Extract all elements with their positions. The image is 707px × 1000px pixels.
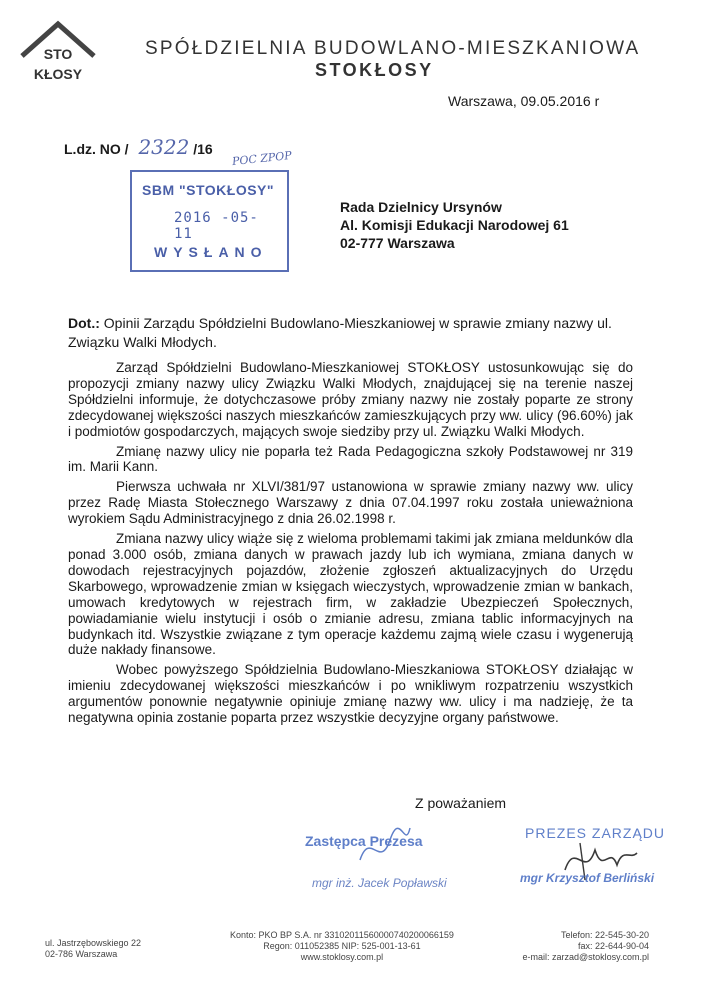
subject-label: Dot.: (68, 315, 100, 331)
paragraph: Zmiana nazwy ulicy wiąże się z wieloma problemami takimi jak zmiana meldunków dla ponad 3.000 osób, zmiana danych w prawach jazdy lub ich wymiana, zmiana danych w dowodach rejestracyjnych pojazdów, złożenie zgłoszeń aktualizacyjnych do Urzędu Skarbowego, wprowadzenie zmian w księgach wieczystych, wprowadzenie zmian w bankach, umowach kredytowych w rejestrach firm, w zakładzie Ubezpieczeń Społecznych, powiadamianie wielu instytucji i osób o zmianie adresu, zmiana tablic informacyjnych na budynkach itd. Wszystkie związane z tym operacje każdemu zajmą wiele czasu i wygenerują duże nakłady finansowe. (68, 531, 633, 658)
signature-right-name: mgr Krzysztof Berliński (520, 871, 655, 885)
footer-website: www.stoklosy.com.pl (300, 952, 384, 962)
logo (18, 18, 98, 88)
footer-account: Konto: PKO BP S.A. nr 33102011560000740200066159 (230, 930, 454, 940)
recipient-line2: Al. Komisji Edukacji Narodowej 61 (340, 217, 569, 233)
stamp-org: SBM "STOKŁOSY" (142, 182, 275, 198)
footer-bank (230, 930, 454, 963)
handwritten-signature-left (355, 820, 415, 875)
subject-line (68, 314, 633, 352)
handwritten-note: POC ZPOP (231, 148, 293, 169)
paragraph: Zarząd Spółdzielni Budowlano-Mieszkaniowej STOKŁOSY ustosunkowując się do propozycji zmiany nazwy ulicy Związku Walki Młodych, znajdującej się na terenie naszej Spółdzielni informuje, że dotychczasowe próby zmiany nazwy nie zostały poparte ze strony zdecydowanej większości naszych mieszkańców zamieszkujących przy ww. ulicy (96.60%) jak i podmiotów gospodarczych, mających swoje siedziby przy ul. Związku Walki Młodych. (68, 360, 633, 439)
org-name-line1: SPÓŁDZIELNIA BUDOWLANO-MIESZKANIOWA (145, 38, 641, 59)
footer-city: 02-786 Warszawa (45, 949, 118, 959)
org-name-line2: STOKŁOSY (315, 60, 434, 80)
footer-fax: fax: 22-644-90-04 (577, 941, 649, 951)
recipient-line1: Rada Dzielnicy Ursynów (340, 199, 502, 215)
closing: Z poważaniem (415, 795, 507, 811)
logo-line2: KŁOSY (33, 66, 83, 82)
footer-regon: Regon: 011052385 NIP: 525-001-13-61 (263, 941, 421, 951)
footer-email: e-mail: zarzad@stoklosy.com.pl (522, 952, 649, 962)
paragraph: Wobec powyższego Spółdzielnia Budowlano-Mieszkaniowa STOKŁOSY działając w imieniu zdecydowanej większości mieszkańców i po wnikliwym rozpatrzeniu wszystkich argumentów ponownie negatywnie opiniuje zmianę nazwy ww. ulicy i ma nadzieję, że ta negatywna opinia zostanie poparta przez wszystkie decyzyjne organy państwowe. (68, 662, 633, 726)
logo-line1: STO (43, 46, 73, 62)
paragraph: Zmianę nazwy ulicy nie poparła też Rada Pedagogiczna szkoły Podstawowej nr 319 im. Marii Kann. (68, 443, 633, 475)
subject-text: Opinii Zarządu Spółdzielni Budowlano-Mieszkaniowej w sprawie zmiany nazwy ul. Związku Walki Młodych. (68, 315, 612, 350)
stamp-status: WYSŁANO (154, 244, 268, 260)
reference-handwritten-number: 2322 (138, 135, 190, 159)
reference-number (64, 135, 213, 159)
reference-suffix: /16 (193, 141, 213, 157)
reference-prefix: L.dz. NO / (64, 141, 129, 157)
stamp-date: 2016 -05- 11 (174, 210, 259, 242)
sent-stamp (130, 170, 289, 272)
letter-date: Warszawa, 09.05.2016 r (448, 93, 600, 109)
paragraph: Pierwsza uchwała nr XLVI/381/97 ustanowiona w sprawie zmiany nazwy ww. ulicy przez Radę Miasta Stołecznego Warszawy z dnia 07.04.1997 roku została unieważniona wyrokiem Sądu Administracyjnego z dnia 26.02.1998 r. (68, 479, 633, 527)
letter-body (68, 360, 633, 730)
footer-street: ul. Jastrzębowskiego 22 (45, 938, 142, 948)
signature-left-name: mgr inż. Jacek Popławski (312, 876, 447, 890)
signature-left-title: Zastępca Prezesa (305, 833, 423, 849)
footer-phone: Telefon: 22-545-30-20 (560, 930, 649, 940)
signature-right-title: PREZES ZARZĄDU (525, 825, 666, 841)
recipient-block (340, 198, 569, 252)
recipient-line3: 02-777 Warszawa (340, 235, 455, 251)
footer-address (45, 930, 141, 960)
footer-contact (522, 930, 649, 963)
